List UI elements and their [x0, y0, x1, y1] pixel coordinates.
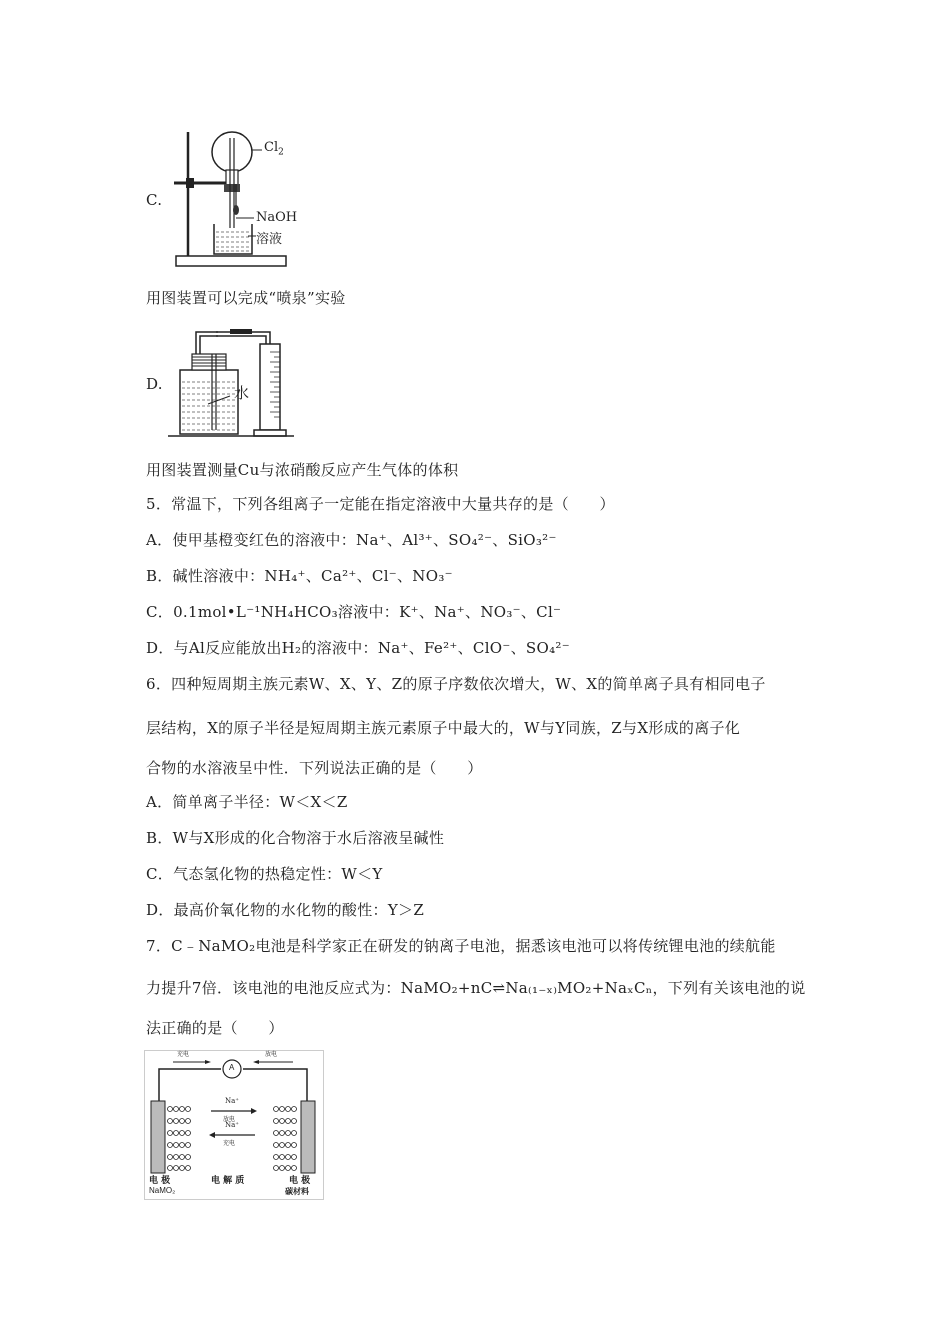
- q6-stem-line2: 层结构，X的原子半径是短周期主族元素原子中最大的，W与Y同族，Z与X形成的离子化: [146, 719, 741, 737]
- option-c-text: 用图装置可以完成“喷泉”实验: [146, 289, 346, 307]
- solution-label: 溶液: [256, 232, 283, 247]
- option-c-label: C.: [146, 191, 163, 209]
- q5-option-c: C．0.1mol•L⁻¹NH₄HCO₃溶液中：K⁺、Na⁺、NO₃⁻、Cl⁻: [146, 603, 562, 621]
- namo2-label: NaMO₂: [149, 1186, 176, 1195]
- q7-stem-line2: 力提升7倍．该电池的电池反应式为：NaMO₂+nC⇌Na₍₁₋ₓ₎MO₂+NaₓCₙ，下列有关该电池的说: [146, 979, 806, 997]
- charge-left-label: 充电: [177, 1051, 190, 1058]
- q6-option-d: D．最高价氧化物的水化物的酸性：Y＞Z: [146, 901, 425, 919]
- q5-stem: 5．常温下，下列各组离子一定能在指定溶液中大量共存的是（ ）: [146, 495, 615, 513]
- option-d-text: 用图装置测量Cu与浓硝酸反应产生气体的体积: [146, 461, 459, 479]
- electrolyte-label: 电 解 质: [211, 1176, 245, 1186]
- q7-stem-line1: 7．C﹣NaMO₂电池是科学家正在研发的钠离子电池，据悉该电池可以将传统锂电池的续航能: [146, 937, 776, 955]
- cl2-subscript: 2: [278, 147, 284, 158]
- q5-option-b: B．碱性溶液中：NH₄⁺、Ca²⁺、Cl⁻、NO₃⁻: [146, 567, 453, 585]
- water-label: 水: [234, 384, 250, 402]
- q7-stem-line3: 法正确的是（ ）: [146, 1019, 284, 1037]
- q6-option-b: B．W与X形成的化合物溶于水后溶液呈碱性: [146, 829, 445, 847]
- na-ion-bottom-label: Na⁺: [225, 1121, 239, 1129]
- gas-volume-apparatus-figure: [166, 326, 296, 440]
- discharge-mid-label: 放电: [223, 1116, 236, 1123]
- q6-stem-line1: 6．四种短周期主族元素W、X、Y、Z的原子序数依次增大，W、X的简单离子具有相同电子: [146, 675, 766, 693]
- q6-stem-line3: 合物的水溶液呈中性．下列说法正确的是（ ）: [146, 759, 483, 777]
- sodium-battery-figure: [144, 1050, 324, 1200]
- q6-option-c: C．气态氢化物的热稳定性：W＜Y: [146, 865, 383, 883]
- naoh-label: NaOH: [256, 210, 298, 225]
- q5-option-a: A．使甲基橙变红色的溶液中：Na⁺、Al³⁺、SO₄²⁻、SiO₃²⁻: [146, 531, 557, 549]
- na-ion-top-label: Na⁺: [225, 1097, 239, 1105]
- carbon-material-label: 碳材料: [285, 1186, 309, 1196]
- cl2-label: Cl: [264, 140, 279, 155]
- charge-mid-label: 充电: [223, 1140, 236, 1147]
- ammeter-label: A: [229, 1063, 235, 1072]
- discharge-right-label: 放电: [265, 1051, 278, 1058]
- option-d-label: D.: [146, 375, 163, 393]
- q5-option-d: D．与Al反应能放出H₂的溶液中：Na⁺、Fe²⁺、ClO⁻、SO₄²⁻: [146, 639, 570, 657]
- electrode-right-label: 电 极: [289, 1176, 311, 1186]
- fountain-apparatus-figure: [170, 128, 300, 270]
- electrode-left-label: 电 极: [149, 1176, 171, 1186]
- q6-option-a: A．简单离子半径：W＜X＜Z: [146, 793, 348, 811]
